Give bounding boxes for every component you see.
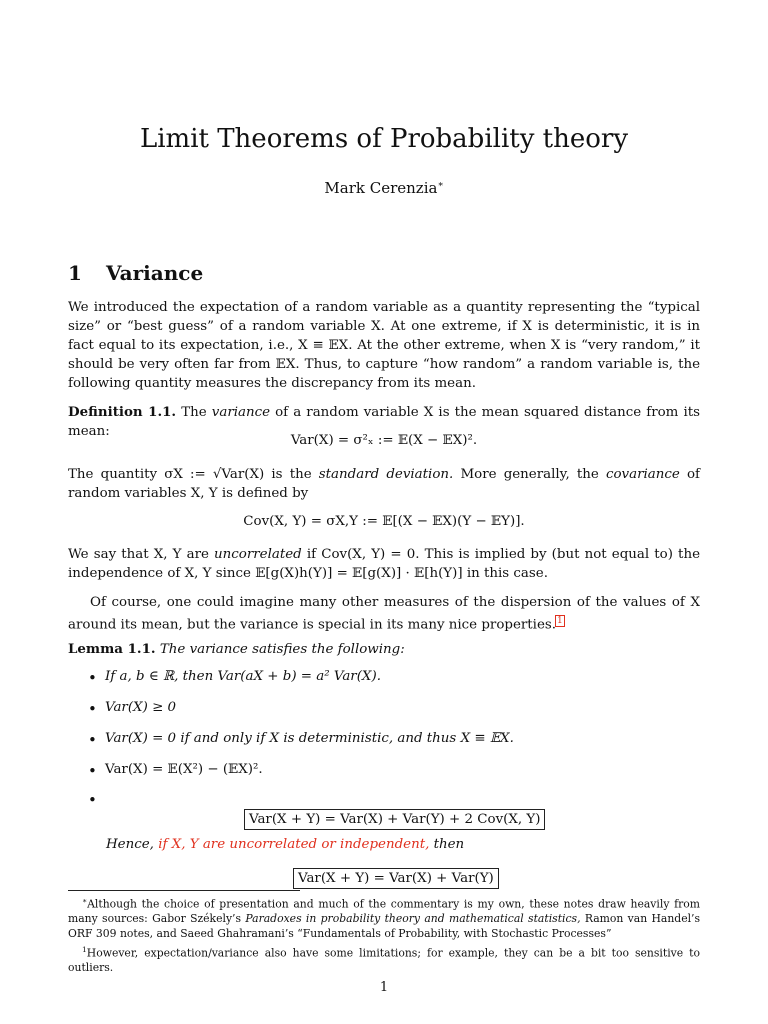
- dispersion-paragraph: [68, 593, 700, 634]
- section-title: Variance: [106, 261, 204, 285]
- bullet-text: Var(X) = 0 if and only if X is deterministic, and thus X ≡ 𝔼X.: [105, 731, 514, 746]
- covariance-term: covariance: [605, 467, 680, 482]
- footnote-divider: [68, 890, 300, 891]
- footnote-star: [68, 894, 700, 941]
- definition-term: variance: [211, 405, 271, 420]
- lemma-block: [68, 640, 700, 659]
- definition-text-before: The: [181, 405, 207, 420]
- lemma-label: Lemma 1.1.: [68, 641, 156, 657]
- uncorrelated-post: if Cov(X, Y) = 0. This is implied by (but not equal to) the independence of X, Y since 𝔼[g(X)h(Y)] = 𝔼[g(X)] · 𝔼[h(Y)] in this case.: [68, 547, 700, 581]
- boxed-equation-text: Var(X + Y) = Var(X) + Var(Y): [293, 868, 499, 889]
- paper-title: Limit Theorems of Probability theory: [139, 124, 629, 154]
- bullet-dot: •: [88, 731, 97, 749]
- definition-label: Definition 1.1.: [68, 404, 177, 420]
- dispersion-text: Of course, one could imagine many other measures of the dispersion of the values of X around its mean, but the variance is special in its many nice properties.: [68, 595, 700, 633]
- page-number: 1: [379, 980, 389, 995]
- section-heading: [68, 261, 203, 285]
- covariance-equation: Cov(X, Y) = σX,Y := 𝔼[(X − 𝔼X)(Y − 𝔼Y)].: [243, 514, 525, 529]
- footnote-1: [68, 943, 700, 976]
- intro-paragraph: We introduced the expectation of a random variable as a quantity representing the “typical size” or “best guess” of a random variable X. At one extreme, if X is deterministic, it is in fact equal to its expectation, i.e., X ≡ 𝔼X. At the other extreme, when X is “very random,” it should be very often far from 𝔼X. Thus, to capture “how random” a random variable is, the following quantity measures the discrepancy from its mean.: [68, 300, 700, 391]
- boxed-equation-2: [293, 867, 499, 889]
- footnote-star-title: Paradoxes in probability theory and mathematical statistics,: [245, 912, 581, 926]
- bullet-text: If a, b ∈ ℝ, then Var(aX + b) = a² Var(X).: [105, 669, 381, 684]
- bullet-text: Var(X) ≥ 0: [105, 700, 177, 715]
- stddev-post: of random variables X, Y is defined by: [68, 467, 700, 501]
- bullet-dot: •: [88, 669, 97, 687]
- lemma-text: The variance satisfies the following:: [159, 642, 405, 657]
- hence-highlight: if X, Y are uncorrelated or independent,: [158, 837, 430, 852]
- footnote-star-mark: ∗: [82, 896, 88, 905]
- uncorrelated-paragraph: [68, 545, 700, 583]
- author-line: [0, 179, 768, 197]
- footnote-star-pre: Although the choice of presentation and much of the commentary is my own, these notes draw heavily from many sources: Gabor Székely’s: [68, 897, 700, 926]
- stddev-mid: More generally, the: [460, 467, 599, 482]
- stddev-paragraph: [68, 465, 700, 503]
- hence-line: [106, 837, 464, 852]
- uncorrelated-pre: We say that X, Y are: [68, 547, 209, 562]
- hence-pre: Hence,: [106, 837, 154, 852]
- bullet-dot: •: [88, 762, 97, 780]
- section-number: 1: [68, 261, 82, 285]
- hence-post: then: [433, 837, 465, 852]
- bullet-dot: •: [88, 700, 97, 718]
- footnote-star-post: Ramon van Handel’s ORF 309 notes, and Saeed Ghahramani’s “Fundamentals of Probability, with Stochastic Processes”: [68, 912, 701, 940]
- stddev-pre: The quantity σX := √Var(X) is the: [68, 467, 312, 482]
- uncorrelated-term: uncorrelated: [214, 547, 302, 562]
- boxed-equation-text: Var(X + Y) = Var(X) + Var(Y) + 2 Cov(X, Y): [244, 809, 545, 830]
- boxed-equation-1: [244, 808, 545, 830]
- bullet-text: Var(X) = 𝔼(X²) − (𝔼X)².: [105, 762, 263, 777]
- author-name: Mark Cerenzia: [324, 179, 438, 197]
- footnote-1-link[interactable]: 1: [557, 616, 563, 626]
- variance-equation: Var(X) = σ²ₓ := 𝔼(X − 𝔼X)².: [290, 433, 478, 448]
- bullet-dot: •: [88, 791, 97, 809]
- author-footnote-mark[interactable]: ∗: [437, 180, 444, 190]
- footnote-1-mark: 1: [82, 945, 87, 954]
- definition-text-after: of a random variable X is the mean squared distance from its mean:: [68, 405, 701, 439]
- footnote-1-text: However, expectation/variance also have some limitations; for example, they can be a bit too sensitive to outliers.: [68, 946, 700, 975]
- stddev-term: standard deviation.: [318, 467, 454, 482]
